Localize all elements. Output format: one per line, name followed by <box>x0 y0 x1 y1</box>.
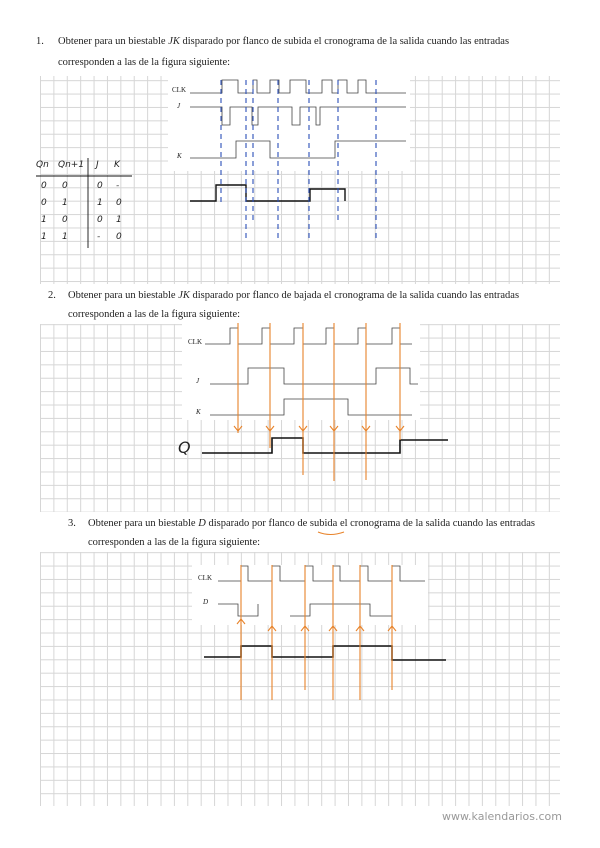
tt-header-j: J <box>96 160 99 170</box>
tt-cell: 1 <box>41 232 47 242</box>
tt-cell: 0 <box>62 215 68 225</box>
truth-table-lines <box>36 158 132 248</box>
tt-cell: 0 <box>97 181 103 191</box>
p2-clk-label: CLK <box>188 338 202 346</box>
p3-clk-wave <box>218 566 425 581</box>
tt-cell: 1 <box>62 198 68 208</box>
problem-1-number: 1. <box>36 36 44 47</box>
tt-header-qn: Qn <box>36 160 49 170</box>
p2-q-label: Q <box>178 438 191 457</box>
tt-cell: 1 <box>41 215 47 225</box>
p2-j-label: J <box>196 377 200 385</box>
problem-2-line-1: Obtener para un biestable JK disparado por flanco de bajada el cronograma de la salida cuando las entradas <box>68 290 520 301</box>
p2-orange-edge-lines <box>234 323 404 481</box>
tt-cell: 0 <box>41 181 47 191</box>
p1-j-label: J <box>177 102 181 110</box>
tt-cell: 0 <box>116 232 122 242</box>
tt-cell: - <box>97 232 101 242</box>
tt-cell: 0 <box>97 215 103 225</box>
p3-q-answer <box>204 646 446 660</box>
problem-2-line-2: corresponden a las de la figura siguiente: <box>68 309 241 320</box>
p2-q-answer <box>202 438 448 453</box>
tt-cell: 0 <box>41 198 47 208</box>
tt-cell: 0 <box>116 198 122 208</box>
p2-j-wave <box>210 368 418 384</box>
p1-blue-edge-lines <box>221 80 376 238</box>
problem-3-number: 3. <box>68 518 76 529</box>
problem-1-line-1: Obtener para un biestable JK disparado por flanco de subida el cronograma de la salida cuando las entradas <box>58 36 510 47</box>
tt-cell: 1 <box>116 215 122 225</box>
footer-url[interactable]: www.kalendarios.com <box>442 810 562 823</box>
p1-clk-wave <box>190 80 406 93</box>
problem-1-line-2: corresponden a las de la figura siguiente: <box>58 57 231 68</box>
p1-k-label: K <box>177 152 182 160</box>
p1-clk-label: CLK <box>172 86 186 94</box>
p2-k-wave <box>210 399 412 415</box>
subida-underline <box>318 532 344 535</box>
tt-cell: 1 <box>62 232 68 242</box>
problem-3-line-2: corresponden a las de la figura siguiente: <box>88 537 261 548</box>
problem-3-line-1: Obtener para un biestable D disparado por flanco de subida el cronograma de la salida cuando las entradas <box>88 518 535 529</box>
p1-q-answer <box>190 185 345 201</box>
tt-cell: 1 <box>97 198 103 208</box>
p3-d-wave-a <box>218 604 258 616</box>
p3-clk-label: CLK <box>198 574 212 582</box>
tt-header-qn1: Qn+1 <box>58 160 85 170</box>
p1-j-wave <box>190 107 406 125</box>
tt-cell: - <box>116 181 120 191</box>
problem-2-number: 2. <box>48 290 56 301</box>
p2-k-label: K <box>196 408 201 416</box>
p3-d-label: D <box>203 598 209 606</box>
p1-k-wave <box>190 141 406 158</box>
tt-header-k: K <box>114 160 120 170</box>
p2-clk-wave <box>205 328 412 344</box>
tt-cell: 0 <box>62 181 68 191</box>
